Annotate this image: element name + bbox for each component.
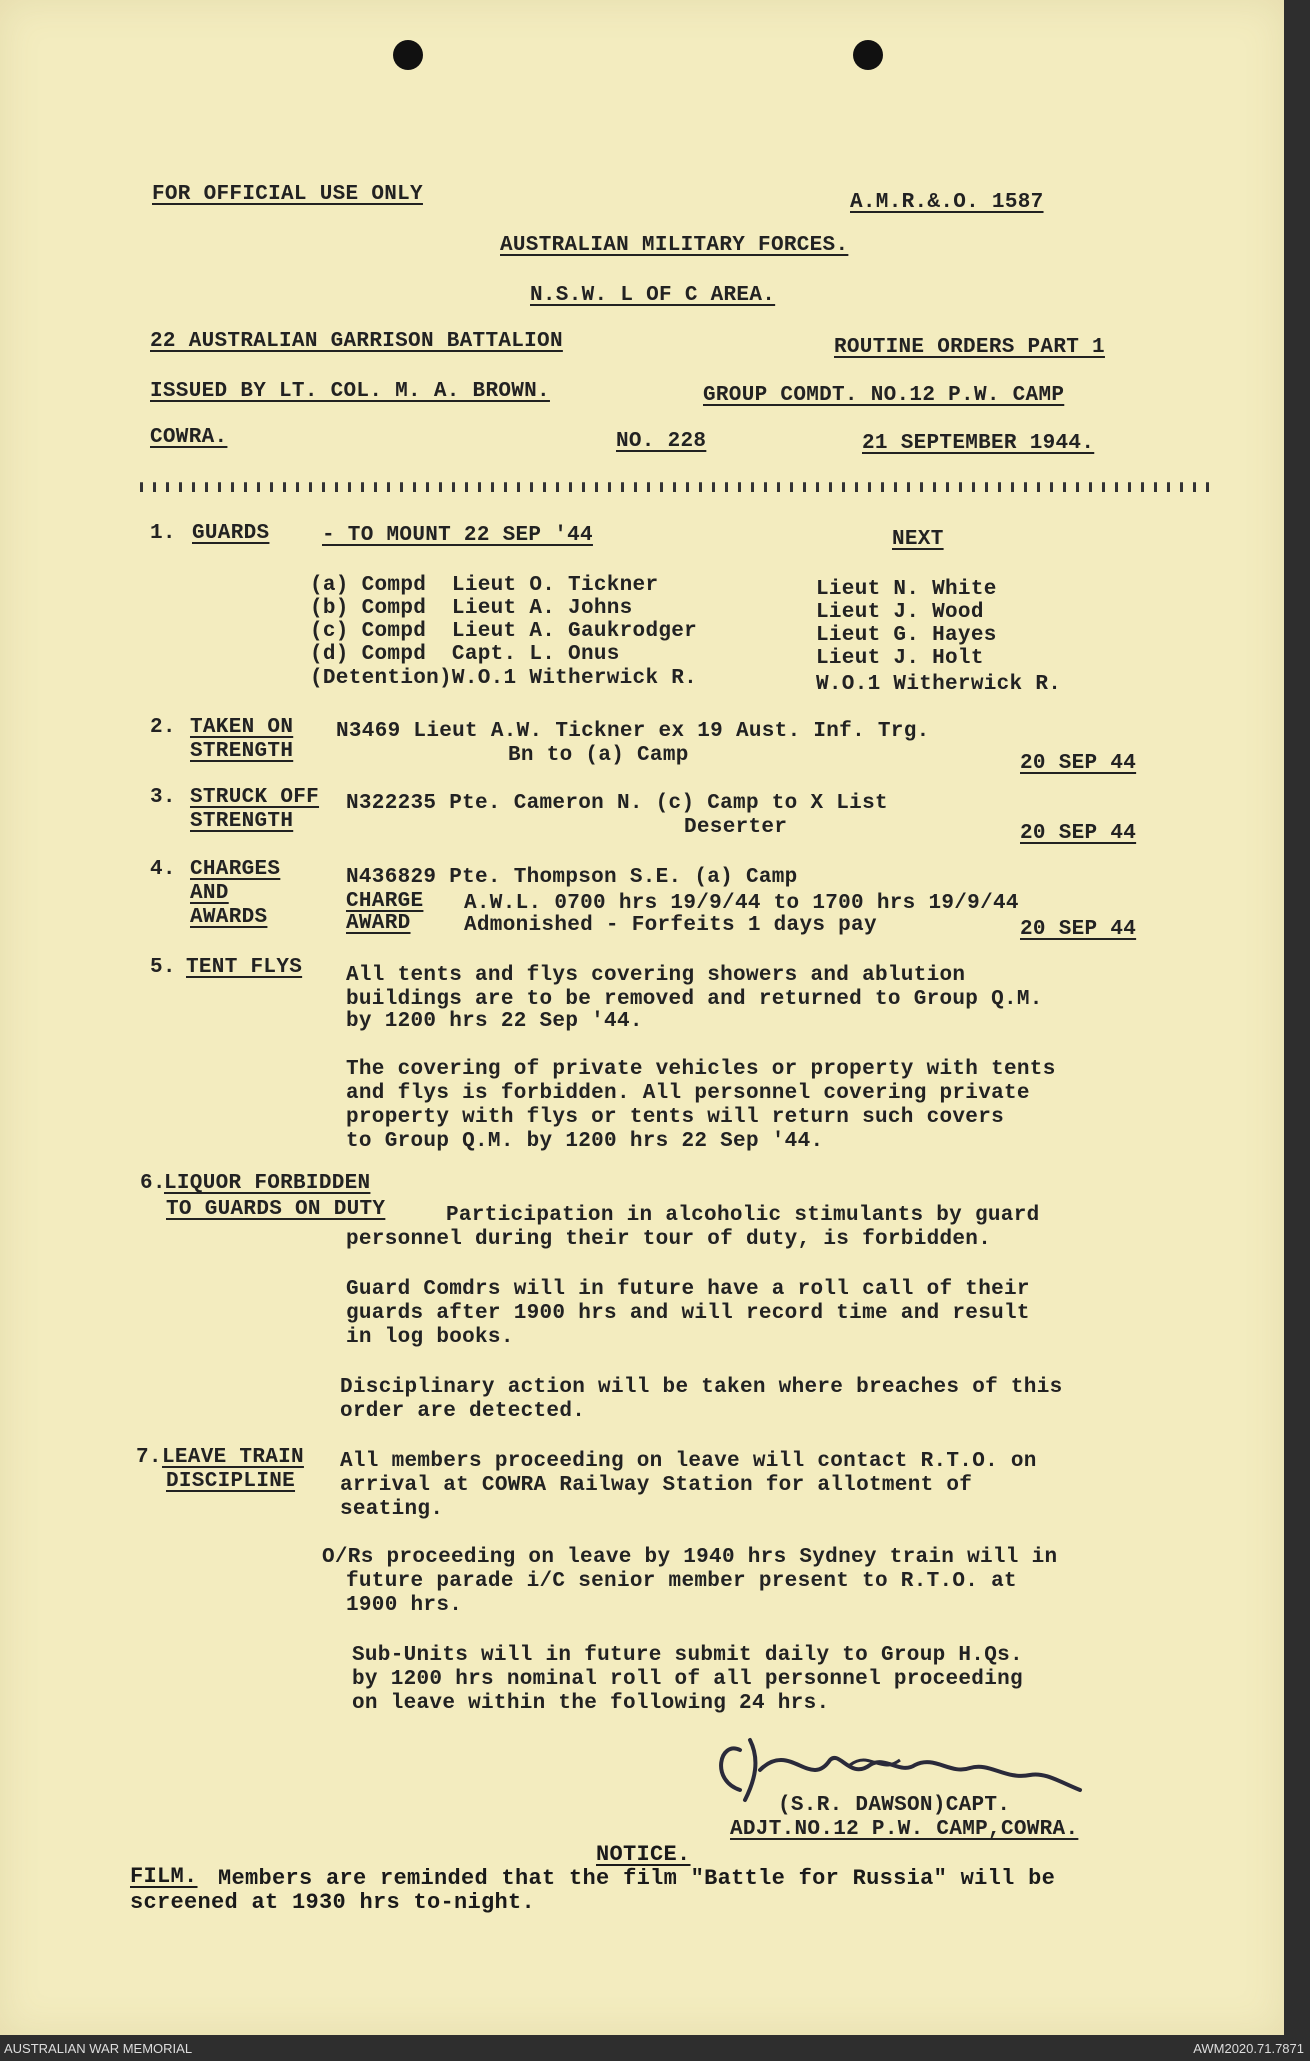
section-heading: LEAVE TRAIN: [162, 1446, 304, 1469]
section-subheading: - TO MOUNT 22 SEP '44: [322, 524, 593, 547]
guard-row-next: Lieut J. Wood: [816, 601, 984, 624]
guard-row-next: Lieut J. Holt: [816, 647, 984, 670]
paragraph-line: personnel during their tour of duty, is forbidden.: [346, 1228, 992, 1251]
issued-by: ISSUED BY LT. COL. M. A. BROWN.: [150, 380, 550, 403]
paragraph-line: arrival at COWRA Railway Station for allotment of: [340, 1474, 973, 1497]
paragraph-line: in log books.: [346, 1326, 514, 1349]
punch-hole: [853, 40, 883, 70]
paragraph-line: to Group Q.M. by 1200 hrs 22 Sep '44.: [346, 1130, 824, 1153]
charge-label: CHARGE: [346, 890, 424, 913]
signatory-name: (S.R. DAWSON)CAPT.: [778, 1794, 1011, 1817]
guard-row: (c) Compd Lieut A. Gaukrodger: [310, 620, 698, 643]
paragraph-line: future parade i/C senior member present to R.T.O. at: [346, 1570, 1017, 1593]
paragraph-line: by 1200 hrs 22 Sep '44.: [346, 1010, 643, 1033]
footer-accession: AWM2020.71.7871: [1193, 2041, 1304, 2056]
paragraph-line: property with flys or tents will return such covers: [346, 1106, 1005, 1129]
section-number: 5.: [150, 956, 176, 979]
entry-line: Bn to (a) Camp: [508, 744, 689, 767]
charge-text: A.W.L. 0700 hrs 19/9/44 to 1700 hrs 19/9/44: [464, 892, 1019, 915]
guard-row-next: Lieut N. White: [816, 578, 997, 601]
group-commandant: GROUP COMDT. NO.12 P.W. CAMP: [703, 384, 1065, 407]
guard-row: (Detention)W.O.1 Witherwick R.: [310, 667, 698, 690]
section-number: 4.: [150, 858, 176, 881]
notice-text: Members are reminded that the film "Battle for Russia" will be: [218, 1866, 1056, 1891]
orders-title: ROUTINE ORDERS PART 1: [834, 336, 1105, 359]
section-heading: STRENGTH: [190, 810, 294, 833]
section-number: 3.: [150, 786, 176, 809]
reference-number: A.M.R.&.O. 1587: [850, 191, 1044, 214]
entry-line: Deserter: [684, 816, 788, 839]
order-number: NO. 228: [616, 430, 707, 453]
signatory-title: ADJT.NO.12 P.W. CAMP,COWRA.: [730, 1818, 1079, 1841]
section-number: 6.: [140, 1172, 166, 1195]
title-area: N.S.W. L OF C AREA.: [530, 284, 776, 307]
punch-hole: [393, 40, 423, 70]
paragraph-line: seating.: [340, 1498, 444, 1521]
paragraph-line: All members proceeding on leave will contact R.T.O. on: [340, 1450, 1037, 1473]
paragraph-line: All tents and flys covering showers and ablution: [346, 964, 966, 987]
official-use-label: FOR OFFICIAL USE ONLY: [152, 183, 423, 206]
paragraph-line: and flys is forbidden. All personnel covering private: [346, 1082, 1030, 1105]
footer-bar: [0, 2035, 1310, 2061]
award-label: AWARD: [346, 912, 411, 935]
paragraph-line: The covering of private vehicles or property with tents: [346, 1058, 1056, 1081]
dotted-divider: [140, 478, 1210, 492]
entry-line: N322235 Pte. Cameron N. (c) Camp to X List: [346, 792, 888, 815]
order-date: 21 SEPTEMBER 1944.: [862, 432, 1095, 455]
place: COWRA.: [150, 426, 228, 449]
award-text: Admonished - Forfeits 1 days pay: [464, 914, 877, 937]
paragraph-line: by 1200 hrs nominal roll of all personnel proceeding: [352, 1668, 1023, 1691]
guard-row: (a) Compd Lieut O. Tickner: [310, 574, 659, 597]
paragraph-line: Participation in alcoholic stimulants by guard: [446, 1204, 1040, 1227]
notice-heading: NOTICE.: [596, 1842, 691, 1867]
footer-credit: AUSTRALIAN WAR MEMORIAL: [4, 2041, 193, 2056]
section-heading: GUARDS: [192, 522, 270, 545]
entry-date: 20 SEP 44: [1020, 918, 1137, 941]
section-heading: STRENGTH: [190, 740, 294, 763]
paragraph-line: order are detected.: [340, 1400, 586, 1423]
section-heading: TENT FLYS: [186, 956, 303, 979]
notice-label: FILM.: [130, 1864, 198, 1889]
next-heading: NEXT: [892, 528, 944, 551]
section-heading: TAKEN ON: [190, 716, 294, 739]
notice-text: screened at 1930 hrs to-night.: [130, 1890, 536, 1915]
guard-row: (d) Compd Capt. L. Onus: [310, 643, 620, 666]
paragraph-line: on leave within the following 24 hrs.: [352, 1692, 830, 1715]
entry-date: 20 SEP 44: [1020, 752, 1137, 775]
paragraph-line: buildings are to be removed and returned to Group Q.M.: [346, 988, 1043, 1011]
paragraph-line: Disciplinary action will be taken where breaches of this: [340, 1376, 1063, 1399]
battalion-name: 22 AUSTRALIAN GARRISON BATTALION: [150, 330, 563, 353]
entry-line: N3469 Lieut A.W. Tickner ex 19 Aust. Inf. Trg.: [336, 720, 930, 743]
section-heading: STRUCK OFF: [190, 786, 320, 809]
paragraph-line: O/Rs proceeding on leave by 1940 hrs Sydney train will in: [322, 1546, 1058, 1569]
guard-row: (b) Compd Lieut A. Johns: [310, 597, 633, 620]
section-number: 7.: [136, 1446, 162, 1469]
title-forces: AUSTRALIAN MILITARY FORCES.: [500, 234, 849, 257]
paragraph-line: Sub-Units will in future submit daily to Group H.Qs.: [352, 1644, 1023, 1667]
section-heading: LIQUOR FORBIDDEN: [164, 1172, 371, 1195]
section-heading: AWARDS: [190, 906, 268, 929]
section-heading: CHARGES: [190, 858, 281, 881]
section-number: 1.: [150, 522, 176, 545]
section-heading: TO GUARDS ON DUTY: [166, 1198, 386, 1221]
paragraph-line: Guard Comdrs will in future have a roll call of their: [346, 1278, 1030, 1301]
section-heading: DISCIPLINE: [166, 1470, 296, 1493]
paragraph-line: 1900 hrs.: [346, 1594, 463, 1617]
entry-line: N436829 Pte. Thompson S.E. (a) Camp: [346, 866, 798, 889]
entry-date: 20 SEP 44: [1020, 822, 1137, 845]
section-heading: AND: [190, 882, 229, 905]
guard-row-next: Lieut G. Hayes: [816, 624, 997, 647]
paragraph-line: guards after 1900 hrs and will record time and result: [346, 1302, 1030, 1325]
guard-row-next: W.O.1 Witherwick R.: [816, 673, 1062, 696]
section-number: 2.: [150, 716, 176, 739]
